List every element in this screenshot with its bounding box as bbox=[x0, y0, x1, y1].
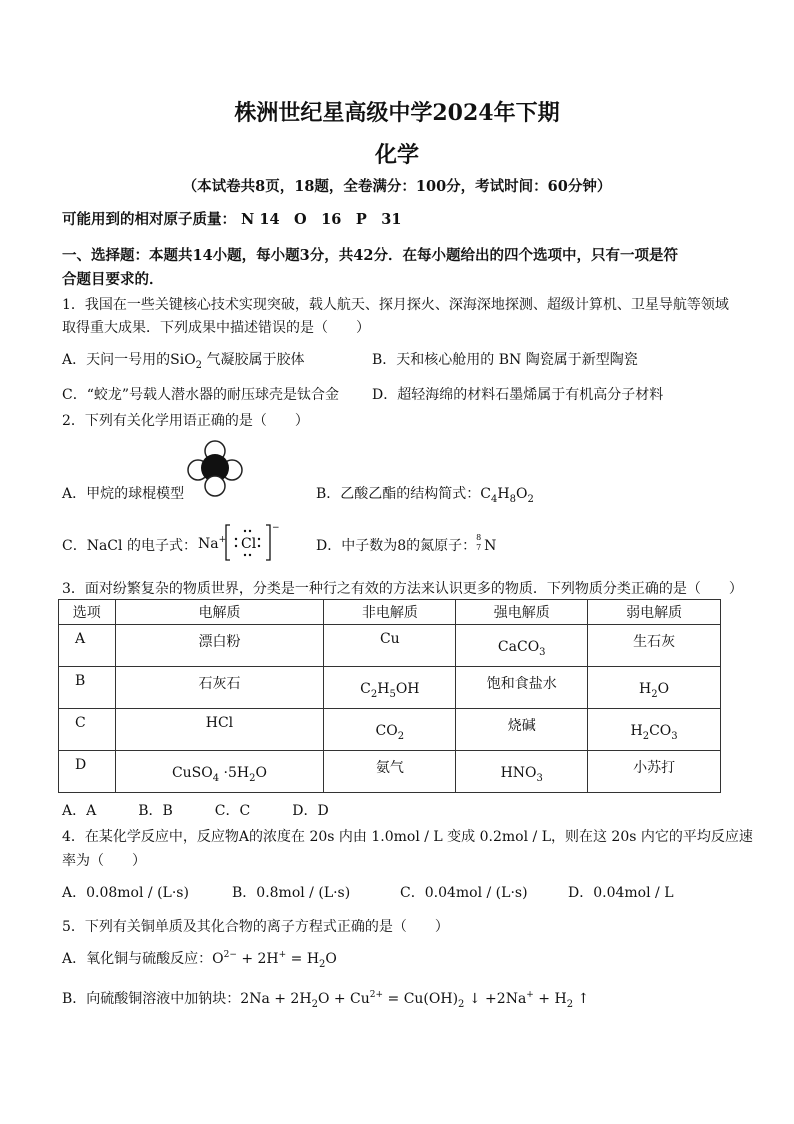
table-header: 电解质 bbox=[115, 600, 324, 625]
table-header: 弱电解质 bbox=[588, 600, 721, 625]
table-cell: $H_2O$ bbox=[639, 681, 670, 700]
table-header: 非电解质 bbox=[324, 600, 456, 625]
chloride-electron-dot bbox=[224, 522, 280, 564]
q2-option-b: B．乙酸乙酯的结构简式：$C_4H_8O_2$ bbox=[316, 486, 534, 505]
table-row bbox=[59, 667, 721, 709]
q1-option-d: D．超轻海绵的材料石墨烯属于有机高分子材料 bbox=[372, 387, 664, 403]
q1-option-a: A．天问一号用的SiO$_2$ 气凝胶属于胶体 bbox=[62, 352, 305, 371]
table-cell: 氨气 bbox=[375, 760, 404, 776]
classification-table bbox=[58, 599, 721, 793]
table-cell: B bbox=[75, 673, 86, 689]
section1-line1: 一、选择题：本题共14小题，每小题3分，共42分．在每小题给出的四个选项中，只有一项是符 bbox=[62, 247, 678, 264]
table-row bbox=[59, 709, 721, 751]
svg-text:−: − bbox=[272, 523, 280, 533]
q2-option-d: D．中子数为8的氮原子： 8 7 N bbox=[316, 533, 497, 554]
subject-title: 化学 bbox=[374, 142, 419, 168]
table-cell: 小苏打 bbox=[633, 760, 676, 776]
table-cell: D bbox=[75, 757, 87, 773]
section1-line2: 合题目要求的． bbox=[62, 271, 164, 288]
q1-stem-line1: 1．我国在一些关键核心技术实现突破，载人航天、探月探火、深海深地探测、超级计算机、卫星导航等领域 bbox=[62, 297, 729, 313]
table-cell: HCl bbox=[205, 715, 234, 731]
table-cell: A bbox=[75, 631, 86, 647]
q4-stem-line1: 4．在某化学反应中，反应物A的浓度在 20s 内由 1.0mol / L 变成 0.2mol / L，则在这 20s 内它的平均反应速 bbox=[62, 829, 753, 845]
q5-a-label: A．氧化铜与硫酸反应： bbox=[62, 951, 213, 967]
q4-option-b: B．0.8mol / (L·s) bbox=[232, 885, 351, 901]
q3-stem: 3．面对纷繁复杂的物质世界，分类是一种行之有效的方法来认识更多的物质．下列物质分类正确的是（ ） bbox=[62, 581, 743, 597]
table-cell: $H_2CO_3$ bbox=[630, 723, 678, 742]
table-cell: 生石灰 bbox=[633, 634, 676, 650]
q4-option-a: A．0.08mol / (L·s) bbox=[62, 885, 189, 901]
table-row bbox=[59, 625, 721, 667]
methane-ball-stick-model bbox=[186, 440, 244, 498]
exam-info: （本试卷共8页，18题，全卷满分：100分，考试时间：60分钟） bbox=[182, 178, 612, 195]
q2-d-label: D．中子数为8的氮原子： bbox=[316, 538, 477, 554]
table-cell: C bbox=[75, 715, 86, 731]
table-cell: $C_2H_5OH$ bbox=[360, 681, 420, 700]
table-cell: $CO_2$ bbox=[375, 723, 405, 742]
q4-option-d: D．0.04mol / L bbox=[568, 885, 674, 901]
q2-option-a: A．甲烷的球棍模型 bbox=[62, 486, 185, 502]
table-header: 强电解质 bbox=[456, 600, 588, 625]
table-cell: CaCO$_3$ bbox=[497, 639, 546, 658]
table-cell: 烧碱 bbox=[507, 718, 536, 734]
table-cell: 饱和食盐水 bbox=[486, 676, 557, 692]
table-cell: $HNO_3$ bbox=[500, 765, 543, 784]
nacl-electron-formula: Na+ bbox=[198, 535, 227, 552]
q4-stem-line2: 率为（ ） bbox=[62, 853, 146, 869]
q5-option-a: A．氧化铜与硫酸反应：$O^{2-} + 2H^+ = H_2O$ bbox=[62, 950, 337, 970]
atomic-masses: 可能用到的相对原子质量： N 14 O 16 P 31 bbox=[62, 211, 402, 228]
school-title: 株洲世纪星高级中学2024年下期 bbox=[234, 100, 560, 126]
q1-stem-line2: 取得重大成果．下列成果中描述错误的是（ ） bbox=[62, 320, 370, 336]
table-cell: 石灰石 bbox=[198, 676, 241, 692]
table-row bbox=[59, 751, 721, 793]
table-cell: Cu bbox=[379, 631, 400, 647]
table-cell: CuSO$_4$ $\cdot 5H_2O$ bbox=[171, 765, 267, 784]
q4-option-c: C．0.04mol / (L·s) bbox=[400, 885, 528, 901]
q5-stem: 5．下列有关铜单质及其化合物的离子方程式正确的是（ ） bbox=[62, 919, 449, 935]
table-cell: 漂白粉 bbox=[198, 634, 241, 650]
q1-option-b: B．天和核心舱用的 BN 陶瓷属于新型陶瓷 bbox=[372, 352, 638, 368]
q3-answer-options: A．A B．B C．C D．D bbox=[62, 803, 329, 819]
table-header: 选项 bbox=[59, 600, 116, 625]
q5-option-b: B．向硫酸铜溶液中加钠块：$2Na + 2H_2O + Cu^{2+} = Cu(OH)_2$ ↓ $+2Na^+ + H_2$ ↑ bbox=[62, 990, 590, 1010]
q2-option-c: C．NaCl 的电子式： bbox=[62, 538, 197, 554]
q1-a-pre: A．天问一号用的 bbox=[62, 352, 171, 368]
q5-b-label: B．向硫酸铜溶液中加钠块： bbox=[62, 991, 241, 1007]
q1-a-post: 气凝胶属于胶体 bbox=[206, 352, 305, 368]
q2-stem: 2．下列有关化学用语正确的是（ ） bbox=[62, 413, 309, 429]
q1-option-c: C．“蛟龙”号载人潜水器的耐压球壳是钛合金 bbox=[62, 387, 340, 403]
q2-b-label: B．乙酸乙酯的结构简式： bbox=[316, 486, 481, 502]
svg-text:Cl: Cl bbox=[241, 536, 257, 552]
